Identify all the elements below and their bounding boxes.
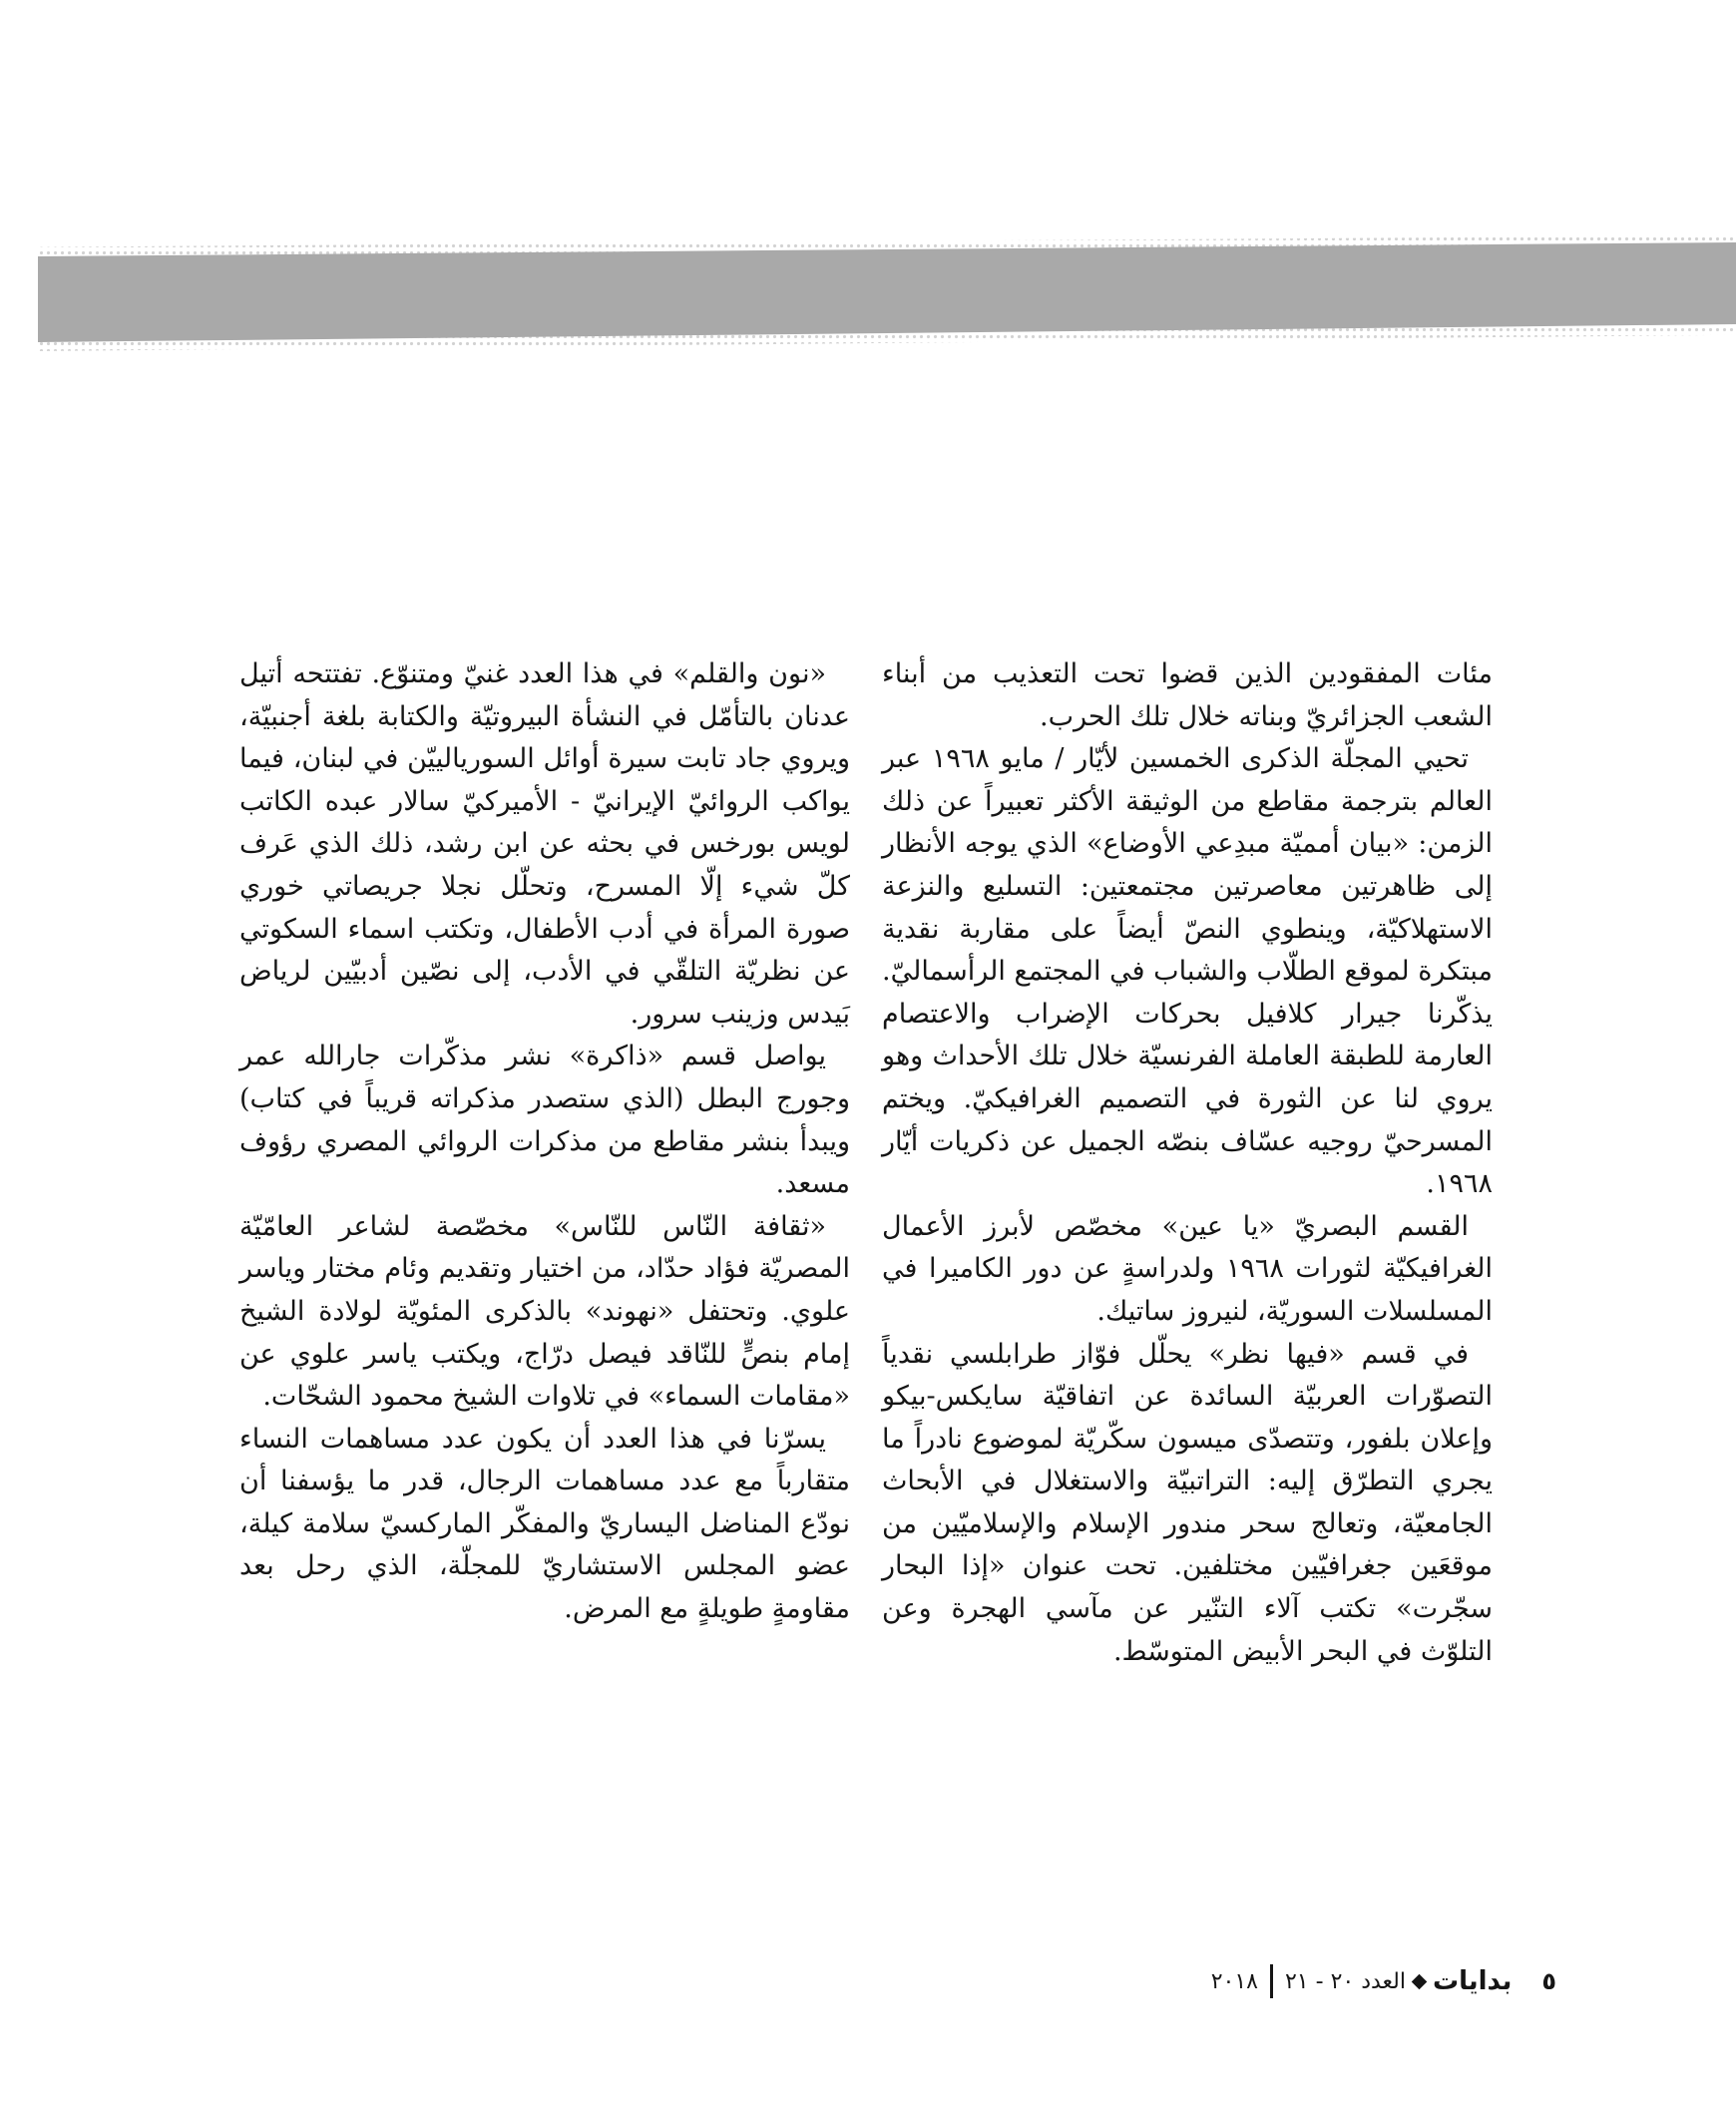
article-column-right xyxy=(882,653,1493,1673)
magazine-name: بدايات xyxy=(1432,1966,1513,1996)
issue-number: العدد ٢٠ - ٢١ xyxy=(1284,1968,1406,1994)
paragraph: مئات المفقودين الذين قضوا تحت التعذيب من أبناء الشعب الجزائريّ وبناته خلال تلك الحرب. xyxy=(882,658,1493,732)
paragraph: «ثقافة النّاس للنّاس» مخصّصة لشاعر العامّيّة المصريّة فؤاد حدّاد، من اختيار وتقديم وئام مختار وياسر علوي. وتحتفل «نهوند» بالذكرى المئويّة لولادة الشيخ إمام بنصٍّ للنّاقد فيصل درّاج، ويكتب ياسر علوي عن «مقامات السماء» في تلاوات الشيخ محمود الشحّات. xyxy=(239,1210,850,1413)
page-footer xyxy=(1157,1961,1556,2001)
issue-year: ٢٠١٨ xyxy=(1210,1968,1258,1994)
paragraph: يواصل قسم «ذاكرة» نشر مذكّرات جارالله عمر وجورج البطل (الذي ستصدر مذكراته قريباً في كتاب) ويبدأ بنشر مقاطع من مذكرات الروائي المصري رؤوف مسعد. xyxy=(239,1041,850,1200)
paragraph: في قسم «فيها نظر» يحلّل فوّاز طرابلسي نقدياً التصوّرات العربيّة السائدة عن اتفاقيّة سايكس-بيكو وإعلان بلفور، وتتصدّى ميسون سكّريّة لموضوع نادراً ما يجري التطرّق إليه: التراتبيّة والاستغلال في الأبحاث الجامعيّة، وتعالج سحر مندور الإسلام والإسلاميّين من موقعَين جغرافيّين مختلفين. تحت عنوان «إذا البحار سجّرت» تكتب آلاء التنّير عن مآسي الهجرة وعن التلوّث في البحر الأبيض المتوسّط. xyxy=(882,1338,1493,1667)
paragraph: «نون والقلم» في هذا العدد غنيّ ومتنوّع. تفتتحه أتيل عدنان بالتأمّل في النشأة البيروتيّة والكتابة بلغة أجنبيّة، ويروي جاد تابت سيرة أوائل السوريالييّن في لبنان، فيما يواكب الروائيّ الإيرانيّ - الأميركيّ سالار عبده الكاتب لويس بورخس في بحثه عن ابن رشد، ذلك الذي عَرف كلّ شيء إلّا المسرح، وتحلّل نجلا جريصاتي خوري صورة المرأة في أدب الأطفال، وتكتب اسماء السكوتي عن نظريّة التلقّي في الأدب، إلى نصّين أدبيّين لرياض بَيدس وزينب سرور. xyxy=(239,658,850,1030)
article-column-left xyxy=(239,653,850,1631)
page-number: ٥ xyxy=(1541,1967,1556,1995)
footer-divider xyxy=(1270,1964,1273,1998)
paragraph: تحيي المجلّة الذكرى الخمسين لأيّار / مايو ١٩٦٨ عبر العالم بترجمة مقاطع من الوثيقة الأكثر تعبيراً عن ذلك الزمن: «بيان أمميّة مبدِعي الأوضاع» الذي يوجه الأنظار إلى ظاهرتين معاصرتين مجتمعتين: التسليع والنزعة الاستهلاكيّة، وينطوي النصّ أيضاً على مقاربة نقدية مبتكرة لموقع الطلّاب والشباب في المجتمع الرأسماليّ. يذكّرنا جيرار كلافيل بحركات الإضراب والاعتصام العارمة للطبقة العاملة الفرنسيّة خلال تلك الأحداث وهو يروي لنا عن الثورة في التصميم الغرافيكيّ. ويختم المسرحيّ روجيه عسّاف بنصّه الجميل عن ذكريات أيّار ١٩٦٨. xyxy=(882,743,1493,1200)
paragraph: يسرّنا في هذا العدد أن يكون عدد مساهمات النساء متقارباً مع عدد مساهمات الرجال، قدر ما يؤسفنا أن نودّع المناضل اليساريّ والمفكّر الماركسيّ سلامة كيلة، عضو المجلس الاستشاريّ للمجلّة، الذي رحل بعد مقاومةٍ طويلةٍ مع المرض. xyxy=(239,1423,850,1625)
paragraph: القسم البصريّ «يا عين» مخصّص لأبرز الأعمال الغرافيكيّة لثورات ١٩٦٨ ولدراسةٍ عن دور الكاميرا في المسلسلات السوريّة، لنيروز ساتيك. xyxy=(882,1210,1494,1327)
diamond-separator-icon xyxy=(1412,1973,1428,1989)
